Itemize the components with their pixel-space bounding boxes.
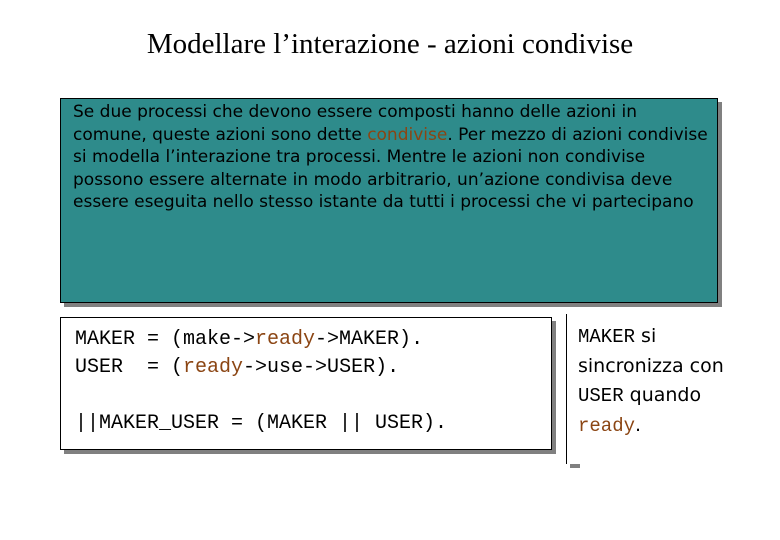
description-text xyxy=(73,101,713,214)
note-subject: MAKER xyxy=(578,326,636,348)
note-verb: si sincronizza con xyxy=(578,325,724,377)
description-highlight-word: condivise xyxy=(367,124,448,145)
slide-title: Modellare l’interazione - azioni condivise xyxy=(146,28,634,60)
description-text-after: . Per mezzo di azioni condivise si modella l’interazione tra processi. Mentre le azioni non condivise possono essere alternate in modo arbitrario, un’azione condivisa deve essere eseguita nello stesso istante da tutti i processi che vi partecipano xyxy=(73,124,708,212)
note-box-border xyxy=(566,314,574,464)
description-text-before: Se due processi che devono essere composti hanno delle azioni in comune, queste azioni sono dette xyxy=(73,102,638,145)
description-box xyxy=(60,98,718,303)
code-line-2: USER = (ready->use->USER). xyxy=(75,356,400,379)
sync-note xyxy=(578,322,728,441)
code-block xyxy=(75,326,447,438)
note-box-shadow-bottom xyxy=(570,464,580,468)
code-box xyxy=(60,317,552,450)
note-object: USER xyxy=(578,385,624,407)
note-when: quando xyxy=(623,384,702,406)
note-end: . xyxy=(635,414,642,436)
code-line-3: ||MAKER_USER = (MAKER || USER). xyxy=(75,412,448,435)
code-line-1: MAKER = (make->ready->MAKER). xyxy=(75,328,424,351)
note-action: ready xyxy=(578,415,636,437)
